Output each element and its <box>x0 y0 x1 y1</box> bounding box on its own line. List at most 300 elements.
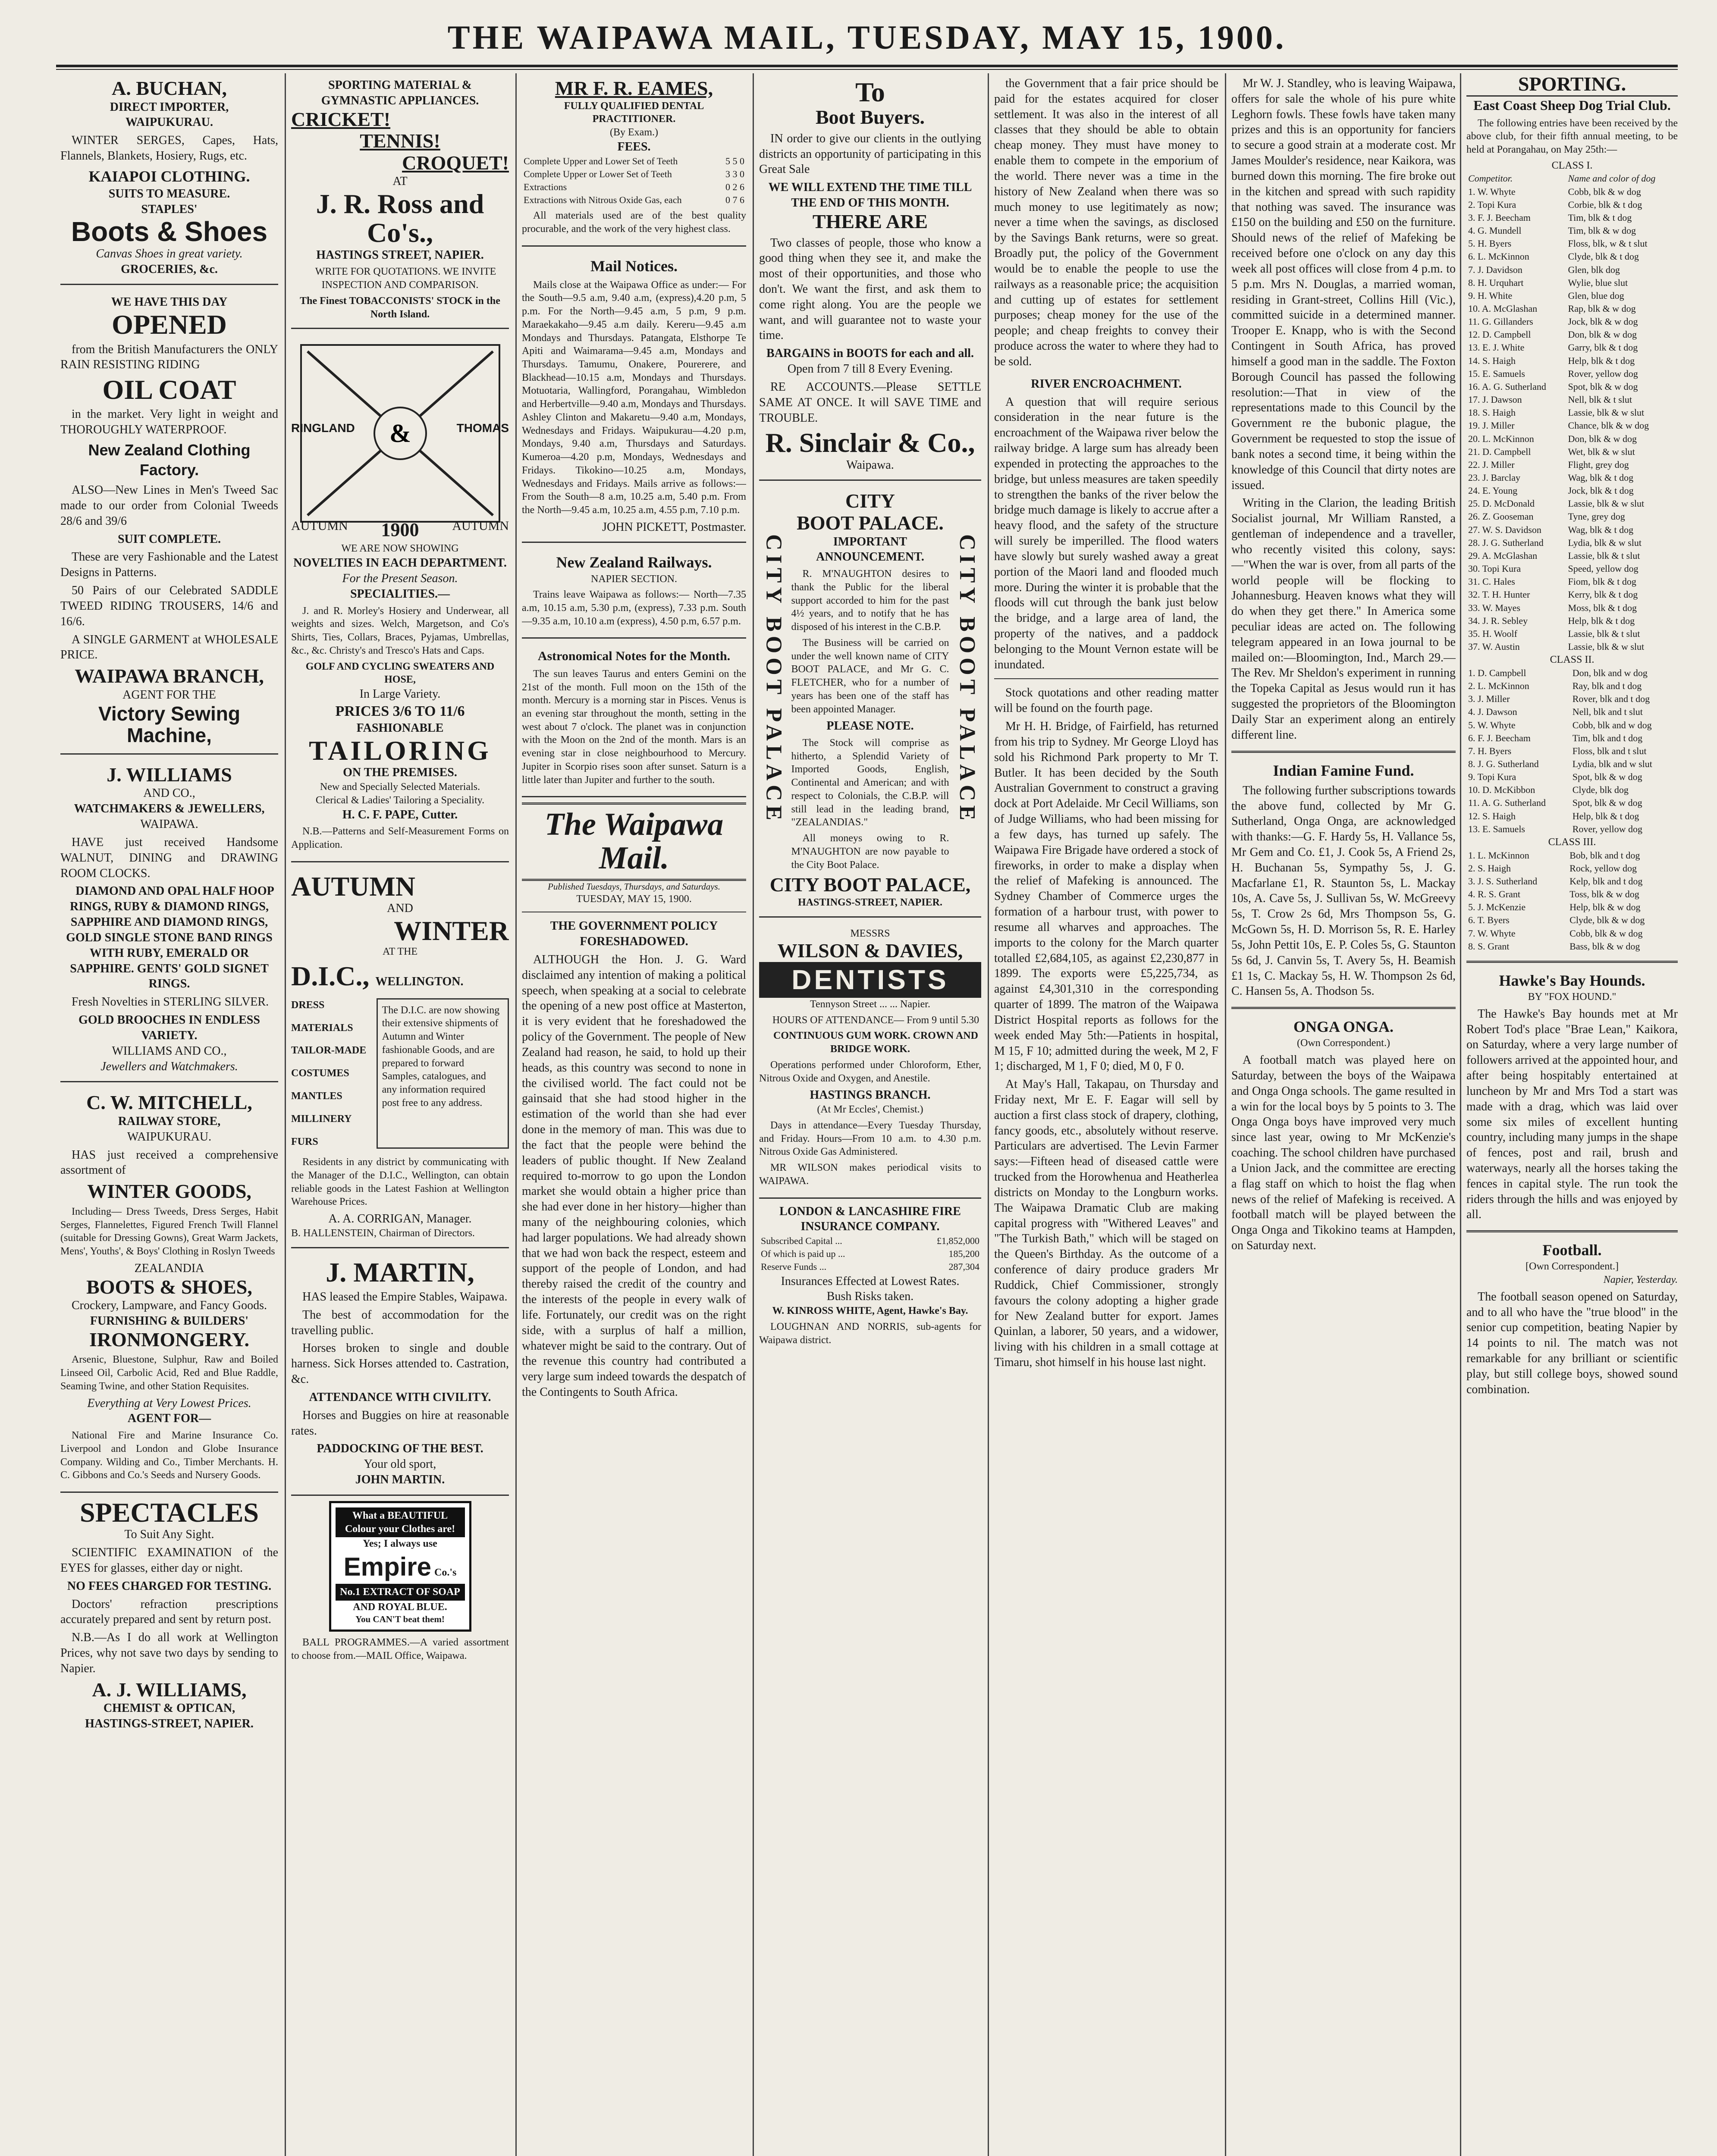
golf: GOLF AND CYCLING SWEATERS AND HOSE, <box>305 661 495 686</box>
class1-row <box>1466 367 1678 380</box>
hawkes-text: The Hawke's Bay hounds met at Mr Robert Tod's place "Brae Lean," Kaikora, on Saturday, where a very large number of followers arrived at the appointed hour, and after being hospitably entertained at luncheon by Mr and Mrs Tod a start was made with a drag, which was laid over some six miles of excellent hunting country, including many jumps in the shape of fences, post and rail, brush and waterways, nearly all the horses taking the fences in capital style. The run took the riders through the hills and was enjoyed by all. <box>1466 1007 1678 1222</box>
also-text: ALSO—New Lines in Men's Tweed Sac made to our order from Colonial Tweeds 28/6 and 39/6 <box>60 483 278 528</box>
insurances: Insurances Effected at Lowest Rates. <box>781 1274 960 1288</box>
prices: PRICES 3/6 TO 11/6 <box>335 703 465 719</box>
class3-row-cell: Help, blk & w dog <box>1569 902 1641 913</box>
column-3 <box>522 73 746 2156</box>
class3-row <box>1466 940 1678 953</box>
cbp-footer: CITY BOOT PALACE, <box>769 874 971 896</box>
opened-pre: WE HAVE THIS DAY <box>111 295 228 309</box>
class2-row-cell: 9. Topi Kura <box>1468 771 1516 783</box>
class1-row <box>1466 471 1678 484</box>
class1-row-cell: 17. J. Dawson <box>1468 394 1522 405</box>
class1-row <box>1466 602 1678 614</box>
mitchell-name: C. W. MITCHELL, <box>86 1091 252 1114</box>
opened-ad <box>60 290 278 754</box>
cbp-addr: HASTINGS-STREET, NAPIER. <box>798 896 942 908</box>
branch-heading: WAIPAWA BRANCH, <box>75 665 264 687</box>
class1-row-cell: Don, blk & w dog <box>1568 329 1637 340</box>
class1-row <box>1466 393 1678 406</box>
class2-row-cell: 13. E. Samuels <box>1468 823 1525 834</box>
class1-row-cell: Lydia, blk & w slut <box>1568 537 1642 548</box>
class1-row <box>1466 458 1678 471</box>
river-title: RIVER ENCROACHMENT. <box>1031 377 1182 391</box>
class1-row <box>1466 276 1678 289</box>
class2-row-cell: 5. W. Whyte <box>1468 719 1516 730</box>
showing: WE ARE NOW SHOWING <box>341 543 459 555</box>
tobacco: The Finest TOBACCONISTS' STOCK in the North Island. <box>300 295 500 320</box>
empire-soap: No.1 EXTRACT OF SOAP <box>336 1584 465 1601</box>
class2-row-cell: 3. J. Miller <box>1468 693 1510 705</box>
sinclair: R. Sinclair & Co., <box>765 427 975 458</box>
single-text: A SINGLE GARMENT at WHOLESALE PRICE. <box>60 633 278 662</box>
and: AND <box>387 902 413 915</box>
fee-row-cell: Extractions with Nitrous Oxide Gas, each <box>524 194 682 206</box>
williams-footer: WILLIAMS AND CO., <box>112 1044 227 1058</box>
class1-row-cell: Rover, yellow dog <box>1568 368 1638 379</box>
class3-row <box>1466 901 1678 914</box>
class1-row-cell: 15. E. Samuels <box>1468 368 1525 379</box>
class1-row-cell: 37. W. Austin <box>1468 641 1520 652</box>
williams-town: WAIPAWA. <box>140 818 198 831</box>
buggies: Horses and Buggies on hire at reasonable rates. <box>291 1408 509 1438</box>
kaiapoi-heading: KAIAPOI CLOTHING. <box>88 167 250 185</box>
canvas-text: Canvas Shoes in great variety. <box>96 247 243 260</box>
to: To <box>855 77 885 107</box>
city: CITY <box>845 490 895 512</box>
class2-row-cell: Tim, blk and t dog <box>1572 732 1643 743</box>
boots-heading: Boots & Shoes <box>71 216 268 247</box>
onga-title: ONGA ONGA. <box>1293 1018 1394 1036</box>
mail-logo: The Waipawa Mail. <box>522 802 746 881</box>
class1-row-cell: Fiom, blk & t dog <box>1568 576 1636 587</box>
dic-left: DRESS MATERIALS TAILOR-MADE COSTUMES MANTLES MILLINERY FURS <box>291 999 367 1147</box>
fee-row-cell: Extractions <box>524 181 567 192</box>
class1-row-cell: 27. W. S. Davidson <box>1468 524 1541 535</box>
class2-row <box>1466 732 1678 745</box>
class2-row-cell: Don, blk and w dog <box>1572 667 1648 678</box>
doctors: Doctors' refraction prescriptions accurately prepared and sent by return post. <box>60 1597 278 1626</box>
pape: H. C. F. PAPE, Cutter. <box>342 808 458 821</box>
class3-row-cell: 1. L. McKinnon <box>1468 849 1529 861</box>
class1-row-cell: 21. D. Campbell <box>1468 446 1531 457</box>
class1-row-cell: 8. H. Urquhart <box>1468 277 1524 288</box>
spectacles-ad <box>60 1498 278 1732</box>
class3-row <box>1466 888 1678 901</box>
class1-row-cell: 6. L. McKinnon <box>1468 251 1529 262</box>
crockery: Crockery, Lampware, and Fancy Goods. <box>71 1299 267 1313</box>
class3-row-cell: 3. J. S. Sutherland <box>1468 875 1538 887</box>
williams-name: J. WILLIAMS <box>107 763 232 786</box>
class1-row-cell: 10. A. McGlashan <box>1468 303 1538 314</box>
class1-row-cell: 5. H. Byers <box>1468 238 1512 249</box>
boots-shoes: BOOTS & SHOES, <box>86 1275 252 1298</box>
attendance: ATTENDANCE WITH CIVILITY. <box>309 1390 491 1404</box>
class1-row-cell: Cobb, blk & w dog <box>1568 186 1641 197</box>
class2-row-cell: Clyde, blk dog <box>1572 784 1629 796</box>
class1-row-cell: 30. Topi Kura <box>1468 563 1521 574</box>
ladies: New and Specially Selected Materials. <box>320 781 480 793</box>
capital-row-cell: 185,200 <box>948 1248 979 1260</box>
martin-acc: The best of accommodation for the travelling public. <box>291 1308 509 1337</box>
cant-beat: You CAN'T beat them! <box>355 1614 445 1625</box>
sporting-title: SPORTING. <box>1466 73 1678 97</box>
logo-right: THOMAS <box>456 421 509 435</box>
autumn2: AUTUMN <box>291 871 415 902</box>
class2-row <box>1466 745 1678 758</box>
dic-right: The D.I.C. are now showing their extensive shipments of Autumn and Winter fashionable Goods, and are prepared to forward Samples, catalogues, and any information required post free to any address. <box>377 998 509 1149</box>
stock: The Stock will comprise as hitherto, a Splendid Variety of Imported Goods, English, Continental and American; and with respect to Colonials, the C.B.P. will still lead in the leading brand, "ZEALANDIAS." <box>791 737 949 828</box>
class1-row-cell: Flight, grey dog <box>1568 459 1629 470</box>
tennis: TENNIS! <box>360 130 440 152</box>
class1-row-cell: Wag, blk & t dog <box>1568 472 1634 483</box>
col6-text1: Mr W. J. Standley, who is leaving Waipawa, offers for sale the whole of his pure white Leghorn fowls. These fowls have taken many prizes and this is an opportunity for fanciers to secure a good strain at a moderate cost. Mr James Moulder's residence, near Kaikora, was burned down this morning. The fire broke out in the kitchen and spread with such rapidity that nothing was saved. The insurance was £150 on the building and £50 on the furniture. Should news of the relief of Mafeking be received before one o'clock on any day this week all post offices will close from 4 p.m. to 5 p.m. Mrs N. Douglas, a married woman, residing in Grant-street, Collins Hill (Vic.), committed suicide in a determined manner. Trooper E. Knapp, who is with the Second Contingent in South Africa, has proved himself a good man in the saddle. The Foxton Borough Council has passed the following resolution:—That in view of the representations made to this Council by the Government re the bubonic plague, the Government be requested to stop the issue of bank notes a second time, it being within the knowledge of this Council that dirty notes are issued. <box>1231 77 1456 492</box>
top-rule-2 <box>56 69 1678 70</box>
tennyson: Tennyson Street ... ... Napier. <box>810 999 930 1010</box>
quotations: WRITE FOR QUOTATIONS. WE INVITE INSPECTION AND COMPARISON. <box>315 266 496 291</box>
column-divider <box>753 73 754 2156</box>
class1-row <box>1466 198 1678 211</box>
column-divider <box>285 73 286 2156</box>
saddle-text: 50 Pairs of our Celebrated SADDLE TWEED RIDING TROUSERS, 14/6 and 16/6. <box>60 584 278 628</box>
class1-row-cell: Floss, blk, w & t slut <box>1568 238 1648 249</box>
class3-row-cell: Rock, yellow dog <box>1569 862 1637 874</box>
class2-row-cell: Spot, blk & w dog <box>1572 797 1642 808</box>
class2-row-cell: 4. J. Dawson <box>1468 706 1517 718</box>
class3-row-cell: Bob, blk and t dog <box>1569 849 1640 861</box>
class2-row <box>1466 823 1678 836</box>
class1-row-cell: 13. E. J. White <box>1468 342 1525 353</box>
class2-row <box>1466 758 1678 771</box>
class1-row-cell: Corbie, blk & t dog <box>1568 199 1642 210</box>
fees-table <box>522 155 746 207</box>
bush: Bush Risks taken. <box>826 1290 914 1304</box>
class1-row <box>1466 627 1678 640</box>
class3-row <box>1466 862 1678 875</box>
capital-row-cell: Reserve Funds ... <box>761 1261 827 1272</box>
tailoring: TAILORING <box>309 735 491 766</box>
stock-text: Stock quotations and other reading matter will be found on the fourth page. <box>994 686 1218 715</box>
class1-row <box>1466 536 1678 549</box>
class1-row-cell: 7. J. Davidson <box>1468 264 1522 275</box>
class1: CLASS I. <box>1551 160 1593 171</box>
capital-row-cell: 287,304 <box>948 1261 979 1272</box>
novelties: NOVELTIES IN EACH DEPARTMENT. <box>293 556 507 570</box>
fee-row-cell: Complete Upper or Lower Set of Teeth <box>524 168 672 179</box>
column-7 <box>1466 73 1678 2156</box>
class1-row-cell: 26. Z. Gooseman <box>1468 511 1534 522</box>
season: For the Present Season. <box>342 572 458 586</box>
accounts: RE ACCOUNTS.—Please SETTLE SAME AT ONCE. It will SAVE TIME and TROUBLE. <box>759 380 981 425</box>
nb-text: N.B.—Patterns and Self-Measurement Forms on Application. <box>291 826 509 851</box>
dic-ad <box>291 868 509 1248</box>
class1-row-cell: Kerry, blk & t dog <box>1568 589 1638 600</box>
editorial-text: ALTHOUGH the Hon. J. G. Ward disclaimed any intention of making a political speech, when speaking at a social to celebrate the opening of a new post office at Masterton, it is very evident that he foreshadowed the policy of the Government. The people of New Zealand had reason, he said, to hold up their heads, as this country was second to none in the civilised world. The fact could not be gainsaid that she had stood higher in the estimation of the world than she had ever done in the memory of man. This was due to the fact that the people were behind the leaders of public thought. If New Zealand required to-morrow to go upon the London market she would obtain a higher price than she had ever done in her history—higher than many of the neighbouring colonies, which had larger populations. We had already shown that we had won back the respect, esteem and support of the people of London, and had thereby raised the credit of the country and the interests of the people in every walk of life. Fortunately, our credit was on the right side, with a surplus of half a million, whatever might be said to the contrary. Out of the revenue this country had contributed a very large sum indeed towards the despatch of the Contingents to South Africa. <box>522 953 746 1399</box>
column-2-ads <box>291 73 509 2156</box>
astro <box>522 644 746 797</box>
mail-logo-block <box>522 802 746 1400</box>
agent-text: AGENT FOR THE <box>122 688 216 702</box>
class1-row-cell: 16. A. G. Sutherland <box>1468 381 1546 392</box>
monies: All moneys owing to R. M'NAUGHTON are now payable to the City Boot Palace. <box>791 833 949 871</box>
fee-row-cell: 3 3 0 <box>725 168 744 179</box>
column-divider <box>1460 73 1461 2156</box>
class1-row <box>1466 380 1678 393</box>
class3-row-cell: Kelp, blk and t dog <box>1569 875 1643 887</box>
class1-row-cell: 4. G. Mundell <box>1468 225 1522 236</box>
class3-row <box>1466 875 1678 888</box>
class1-row <box>1466 211 1678 224</box>
class1-row-cell: Lassie, blk & w slut <box>1568 641 1645 652</box>
published: Published Tuesdays, Thursdays, and Saturdays. <box>548 881 720 892</box>
extend: WE WILL EXTEND THE TIME TILL THE END OF THIS MONTH. <box>768 181 972 210</box>
eames-ad <box>522 73 746 247</box>
buchan-town: WAIPUKURAU. <box>126 116 213 129</box>
class1-row-cell: Lassie, blk & t slut <box>1568 628 1640 639</box>
class2-table <box>1466 667 1678 836</box>
martin-ad <box>291 1253 509 1496</box>
class1-row <box>1466 614 1678 627</box>
trains: Trains leave Waipawa as follows:— North—7.35 a.m, 10.15 a.m, 5.30 p.m, (express), 7.33 p.m. South—9.35 a.m, 10.10 a.m (express), 4.50 p.m, 6.57 p.m. <box>522 589 746 627</box>
class3-row <box>1466 849 1678 862</box>
empire-co: Co.'s <box>434 1567 457 1578</box>
class1-row <box>1466 497 1678 510</box>
class1-row <box>1466 562 1678 575</box>
class2-row-cell: 2. L. McKinnon <box>1468 680 1529 692</box>
class1-row-cell: 25. D. McDonald <box>1468 498 1535 509</box>
news-text: Mr H. H. Bridge, of Fairfield, has returned from his trip to Sydney. Mr George Lloyd has sold his Richmond Park property to Mr T. Butler. It has been decided by the South Australian Government to construct a graving dock at Port Adelaide. Mr Cecil Williams, son of Judge Williams, who had been missing for a few days, has turned up safely. The Waipawa Fire Brigade have ordered a stock of fireworks, in order to make a display when the relief of Mafeking is announced. The Sydney Chamber of Commerce urges the formation of a harbour trust, with power to resume all wharves and approaches. The imports to the colony for the March quarter totalled £2,684,105, as against £2,230,877 in 1899. The exports were £5,225,734, as against £4,301,310 in the corresponding quarter of 1899. The matron of the Waipawa District Hospital reports as follows for the week ended May 5th:—Patients in hospital, M 15, F 10; admitted during the week, M 2, F 1; discharged, M 1, F 0; died, M 0, F 0. <box>994 720 1218 1073</box>
masthead-title: THE WAIPAWA MAIL, TUESDAY, MAY 15, 1900. <box>447 19 1287 56</box>
fee-row-cell: 5 5 0 <box>725 155 744 166</box>
class1-row-cell: Clyde, blk & t dog <box>1568 251 1639 262</box>
suits-heading: SUITS TO MEASURE. <box>108 187 230 201</box>
hallenstein: B. HALLENSTEIN, Chairman of Directors. <box>291 1228 475 1239</box>
class1-row <box>1466 302 1678 315</box>
class2-row-cell: Lydia, blk and w slut <box>1572 758 1652 770</box>
class1-row-cell: Wylie, blue slut <box>1568 277 1628 288</box>
fee-row-cell: Complete Upper and Lower Set of Teeth <box>524 155 678 166</box>
class1-row-cell: Speed, yellow dog <box>1568 563 1639 574</box>
paddocking: PADDOCKING OF THE BEST. <box>317 1442 483 1456</box>
spectacles-sub: To Suit Any Sight. <box>124 1528 214 1542</box>
class1-row <box>1466 315 1678 328</box>
capital-row <box>759 1235 981 1247</box>
class1-row-cell: 9. H. White <box>1468 290 1513 301</box>
fee-row <box>522 194 746 207</box>
victory-heading: Victory Sewing Machine, <box>98 702 240 747</box>
nz-factory: New Zealand Clothing Factory. <box>88 441 251 479</box>
dic-residents: Residents in any district by communicating with the Manager of the D.I.C., Wellington, can obtain reliable goods in the Latest Fashion at Wellington Warehouse Prices. <box>291 1156 509 1208</box>
class1-row <box>1466 263 1678 276</box>
class3-row-cell: 5. J. McKenzie <box>1468 902 1526 913</box>
column-divider <box>1225 73 1226 2156</box>
football-text: The football season opened on Saturday, and to all who have the "true blood" in the senior cup competition, beating Napier by 14 points to nil. The match was not remarkable for any brilliant or scientific play, but still college boys, showed sound combination. <box>1466 1290 1678 1396</box>
fashionable-text: These are very Fashionable and the Latest Designs in Patterns. <box>60 550 278 580</box>
class2-row-cell: 1. D. Campbell <box>1468 667 1526 678</box>
class1-row-cell: Help, blk & t dog <box>1568 355 1635 366</box>
class3-row-cell: 4. R. S. Grant <box>1468 889 1520 900</box>
gum: CONTINUOUS GUM WORK. CROWN AND BRIDGE WORK. <box>773 1030 978 1055</box>
class3-table <box>1466 849 1678 953</box>
class1-row-cell: Nell, blk & t slut <box>1568 394 1632 405</box>
class1-row-cell: Moss, blk & t dog <box>1568 602 1637 613</box>
class2-row <box>1466 693 1678 705</box>
fee-row <box>522 181 746 194</box>
railways <box>522 548 746 639</box>
writing-text: Writing in the Clarion, the leading British Socialist journal, Mr William Ransted, a gentleman of independence and a traveller, who recently visited this colony, says:—"When the war is over, from all parts of the world people will be flocking to Johannesburg. Heaven knows what they will do when they get there." In America some peculiar ideas are acted on. The following telegram appeared in an Iowa journal to be mailed on:—Bloomington, Ind., March 29.—The Rev. Mr Sheldon's experiment in running the Topeka Capital as Jesus would run it has suggested the proprietors of the Bloomington Daily Star an experiment along an entirely different line. <box>1231 496 1456 742</box>
spectacles-heading: SPECTACLES <box>80 1497 259 1528</box>
hastings-branch: HASTINGS BRANCH. <box>810 1088 931 1102</box>
empire: Empire <box>343 1552 432 1581</box>
capital-row-cell: Subscribed Capital ... <box>761 1235 842 1247</box>
capital-row-cell: Of which is paid up ... <box>761 1248 845 1260</box>
mitchell-text: HAS just received a comprehensive assortment of <box>60 1148 278 1177</box>
class1-row-cell: Lassie, blk & t slut <box>1568 550 1640 561</box>
fee-row <box>522 155 746 168</box>
column-6 <box>1231 73 1456 2156</box>
oilcoat-heading: OIL COAT <box>102 374 236 405</box>
open: Open from 7 till 8 Every Evening. <box>787 362 953 376</box>
class1-row-cell: Chance, blk & w dog <box>1568 420 1649 431</box>
astro-heading: Astronomical Notes for the Month. <box>537 649 731 664</box>
hawkes-title: Hawke's Bay Hounds. <box>1499 971 1645 989</box>
column-1-ads <box>60 73 278 2156</box>
column-divider <box>515 73 517 2156</box>
class1-row-cell: 33. W. Mayes <box>1468 602 1520 613</box>
club-title: East Coast Sheep Dog Trial Club. <box>1473 97 1671 113</box>
fee-row-cell: 0 7 6 <box>725 194 744 206</box>
class2-row-cell: Nell, blk and t slut <box>1572 706 1643 718</box>
logo-left: RINGLAND <box>291 421 355 435</box>
class1-row-cell: Lassie, blk & w slut <box>1568 498 1645 509</box>
empire-top: What a BEAUTIFUL Colour your Clothes are! <box>336 1507 465 1537</box>
class1-row <box>1466 640 1678 653</box>
cricket: CRICKET! <box>291 108 391 130</box>
class1-row <box>1466 341 1678 354</box>
famine-title: Indian Famine Fund. <box>1273 761 1414 779</box>
napier-section: NAPIER SECTION. <box>590 573 677 585</box>
mitchell-ad <box>60 1087 278 1493</box>
mail-notices <box>522 252 746 543</box>
class1-row <box>1466 250 1678 263</box>
buchan-sub: DIRECT IMPORTER, <box>110 100 229 114</box>
class3-row-cell: 6. T. Byers <box>1468 915 1510 926</box>
class1-row-cell: Jock, blk & t dog <box>1568 485 1634 496</box>
class1-row <box>1466 328 1678 341</box>
williams-co: AND CO., <box>143 787 195 800</box>
there-are: THERE ARE <box>812 210 928 232</box>
class1-table <box>1466 172 1678 653</box>
famine-text: The following further subscriptions towards the above fund, collected by Mr G. Sutherland, Onga Onga, are acknowledged with thanks:—G. F. Hardy 5s, H. Vallance 5s, Mr Gem and Co. £1, J. Cook 5s, A Friend 2s, H. Buchanan 5s, Sympathy 5s, J. G. Macfarlane £1, R. Staunton 5s, L. Mackay 10s, A. Cave 5s, J. Sullivan 5s, W. McGreevy 5s, T. Crow 2s 6d, Mrs Thompson 5s, G. McGown 5s, H. D. Morrison 5s, R. E. Harley 5s, John Pettit 10s, E. P. Coles 5s, G. Staunton 5s 6d, J. Canvin 5s, T. Avery 5s, H. Beamish £1 1s, C. Mackay 5s, H. W. Thompson 2s 6d, C. Hansen 5s, A. Thodson 5s. <box>1231 783 1456 998</box>
martin-horses: Horses broken to single and double harness. Sick Horses attended to. Castration, &c. <box>291 1341 509 1386</box>
buchan-name: A. BUCHAN, <box>111 77 227 99</box>
fees-note: All materials used are of the best quality procurable, and the work of the very highest class. <box>522 210 746 235</box>
london-ad <box>759 1204 981 1347</box>
croquet: CROQUET! <box>402 151 509 174</box>
dic-body <box>291 994 509 1153</box>
fee-row-cell: 0 2 6 <box>725 181 744 192</box>
hours: HOURS OF ATTENDANCE— From 9 until 5.30 <box>772 1014 979 1026</box>
london: LONDON & LANCASHIRE FIRE INSURANCE COMPANY. <box>779 1204 961 1234</box>
class1-row-cell: 20. L. McKinnon <box>1468 433 1534 444</box>
class1-row-cell: Wet, blk & w slut <box>1568 446 1635 457</box>
class2-row-cell: Spot, blk & w dog <box>1572 771 1642 783</box>
class1-row-cell: Tyne, grey dog <box>1568 511 1625 522</box>
ross-addr: HASTINGS STREET, NAPIER. <box>316 248 484 262</box>
class1-row-cell: Tim, blk & t dog <box>1568 212 1632 223</box>
fox: BY "FOX HOUND." <box>1528 991 1617 1003</box>
class1-row-cell: 28. J. G. Sutherland <box>1468 537 1544 548</box>
class1-row-cell: Don, blk & w dog <box>1568 433 1637 444</box>
class1-row-cell: Help, blk & t dog <box>1568 615 1635 626</box>
class2-row <box>1466 705 1678 718</box>
column-4 <box>759 73 981 2156</box>
class1-row-cell: 18. S. Haigh <box>1468 407 1516 418</box>
arsenic: Arsenic, Bluestone, Sulphur, Raw and Boiled Linseed Oil, Carbolic Acid, Red and Blue Raddle, Seaming Twine, and other Station Requisites. <box>60 1354 278 1392</box>
class2-row <box>1466 667 1678 680</box>
eames-name: MR F. R. EAMES, <box>555 77 713 99</box>
class1-row-cell: Tim, blk & w dog <box>1568 225 1636 236</box>
fees-heading: FEES. <box>617 140 651 154</box>
class1-row <box>1466 523 1678 536</box>
class1-row-cell: Glen, blue dog <box>1568 290 1624 301</box>
spec-text: J. and R. Morley's Hosiery and Underwear, all weights and sizes. Welch, Margetson, and Co's Shirts, Ties, Collars, Braces, Pyjamas, Umbrellas, &c., &c. Christy's and Tresco's Hats and Caps. <box>291 605 509 656</box>
cbp-center <box>791 534 949 874</box>
pickett: JOHN PICKETT, Postmaster. <box>602 520 746 534</box>
brooches-text: GOLD BROOCHES IN ENDLESS VARIETY. <box>78 1013 260 1042</box>
specialities: SPECIALITIES.— <box>350 587 450 601</box>
corrigan: A. A. CORRIGAN, Manager. <box>328 1212 472 1226</box>
class1-row-cell: 14. S. Haigh <box>1468 355 1516 366</box>
class1-row-cell: 11. G. Gillanders <box>1468 316 1533 327</box>
scientific: SCIENTIFIC EXAMINATION of the EYES for glasses, either day or night. <box>60 1546 278 1575</box>
eccles: (At Mr Eccles', Chemist.) <box>817 1104 923 1116</box>
wellington: WELLINGTON. <box>375 975 464 988</box>
class2-row-cell: 10. D. McKibbon <box>1468 784 1535 796</box>
class2-row-cell: Cobb, blk and w dog <box>1572 719 1652 730</box>
class2-row-cell: 7. H. Byers <box>1468 745 1512 756</box>
opened-text: from the British Manufacturers the ONLY RAIN RESISTING RIDING <box>60 342 278 372</box>
dentists: DENTISTS <box>759 962 981 998</box>
winter: WINTER <box>394 915 509 946</box>
buchan-ad <box>60 73 278 285</box>
date: TUESDAY, MAY 15, 1900. <box>576 893 692 905</box>
class3: CLASS III. <box>1548 836 1596 848</box>
williams-text: HAVE just received Handsome WALNUT, DINING and DRAWING ROOM CLOCKS. <box>60 835 278 880</box>
capital-row <box>759 1247 981 1260</box>
fee-row <box>522 168 746 181</box>
class1-row-cell: Jock, blk & w dog <box>1568 316 1638 327</box>
class1-row <box>1466 406 1678 419</box>
class1-row-cell: Garry, blk & t dog <box>1568 342 1638 353</box>
class1-row-cell: 12. D. Campbell <box>1468 329 1531 340</box>
loughnan: LOUGHNAN AND NORRIS, sub-agents for Waipawa district. <box>759 1321 981 1346</box>
awilliams: A. J. WILLIAMS, <box>92 1678 247 1701</box>
classes: Two classes of people, those who know a good thing when they see it, and make the most of their opportunities, and those who don't. We want the first, and ask them to come right along. You are the people we want, and will guarantee not to waste your time. <box>759 236 981 342</box>
sig: JOHN MARTIN. <box>355 1473 445 1487</box>
important: IMPORTANT ANNOUNCEMENT. <box>816 535 924 564</box>
class2-row <box>1466 810 1678 823</box>
class1-row-cell: Wag, blk & t dog <box>1568 524 1634 535</box>
napier: Napier, Yesterday. <box>1603 1274 1678 1286</box>
class1-row <box>1466 549 1678 562</box>
sinclair-town: Waipawa. <box>846 458 894 472</box>
class1-row-cell: 3. F. J. Beecham <box>1468 212 1531 223</box>
hastings: HASTINGS-STREET, NAPIER. <box>85 1717 254 1731</box>
martin-name: J. MARTIN, <box>326 1257 474 1288</box>
capital-row <box>759 1260 981 1273</box>
class2-row-cell: Ray, blk and t dog <box>1572 680 1642 692</box>
